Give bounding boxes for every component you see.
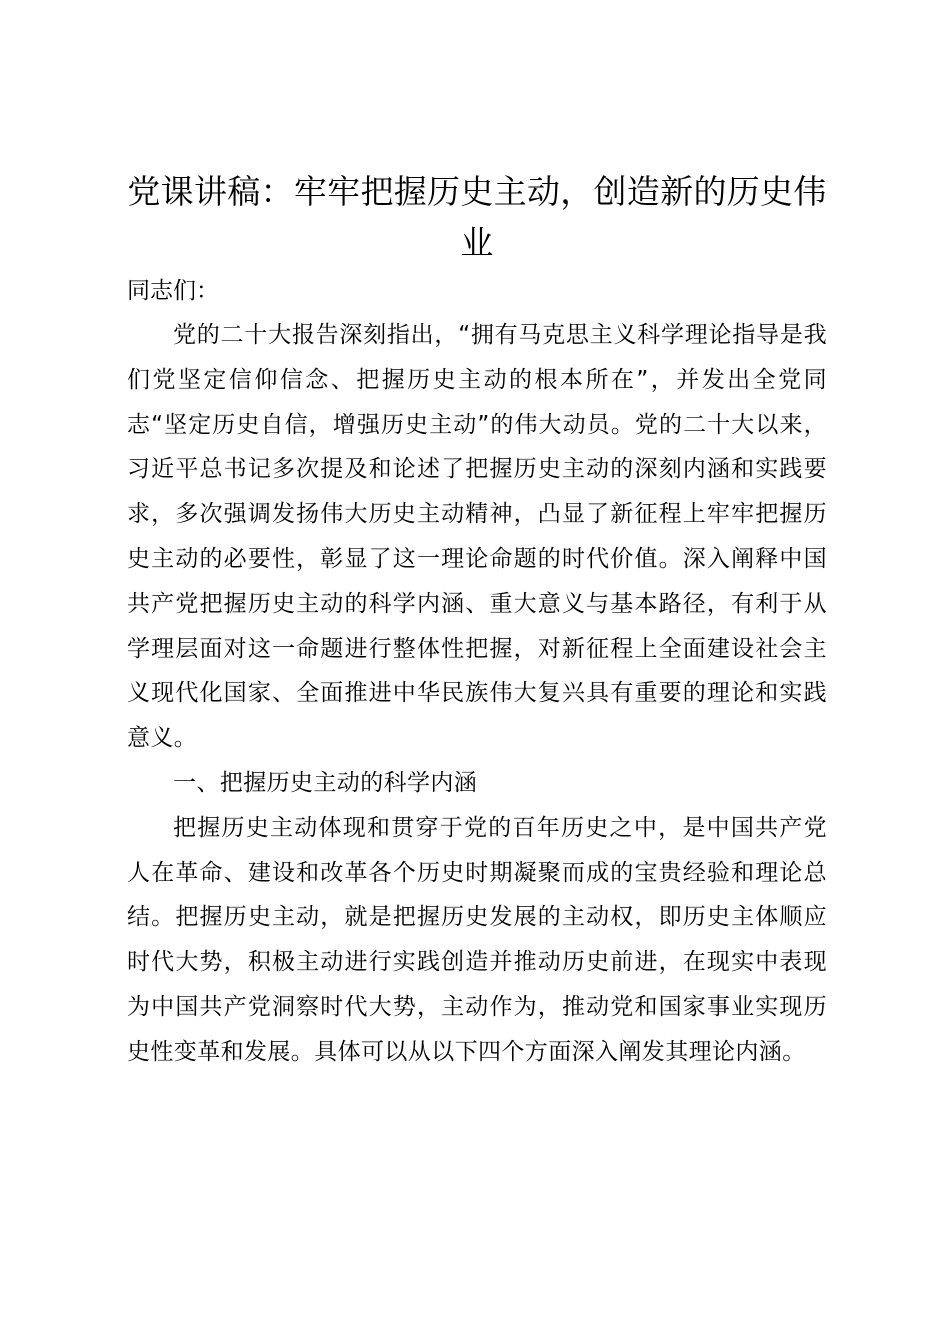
section-heading: 一、把握历史主动的科学内涵 [173,769,478,796]
salutation: 同志们： [127,278,219,304]
section-paragraph: 把握历史主动体现和贯穿于党的百年历史之中，是中国共产党人在革命、建设和改革各个历史时期凝聚而成的宝贵经验和理论总结。把握历史主动，就是把握历史发展的主动权，即历史主体顺应时代大势，积极主动进行实践创造并推动历史前进，在现实中表现为中国共产党洞察时代大势，主动作为，推动党和国家事业实现历史性变革和发展。具体可以从以下四个方面深入阐发其理论内涵。 [127,814,827,1065]
intro-paragraph: 党的二十大报告深刻指出，“拥有马克思主义科学理论指导是我们党坚定信仰信念、把握历史主动的根本所在”，并发出全党同志“坚定历史自信，增强历史主动”的伟大动员。党的二十大以来，习近平总书记多次提及和论述了把握历史主动的深刻内涵和实践要求，多次强调发扬伟大历史主动精神，凸显了新征程上牢牢把握历史主动的必要性，彰显了这一理论命题的时代价值。深入阐释中国共产党把握历史主动的科学内涵、重大意义与基本路径，有利于从学理层面对这一命题进行整体性把握，对新征程上全面建设社会主义现代化国家、全面推进中华民族伟大复兴具有重要的理论和实践意义。 [127,322,827,752]
document-title: 党课讲稿：牢牢把握历史主动，创造新的历史伟业 [127,172,827,262]
document-body [127,166,827,1075]
